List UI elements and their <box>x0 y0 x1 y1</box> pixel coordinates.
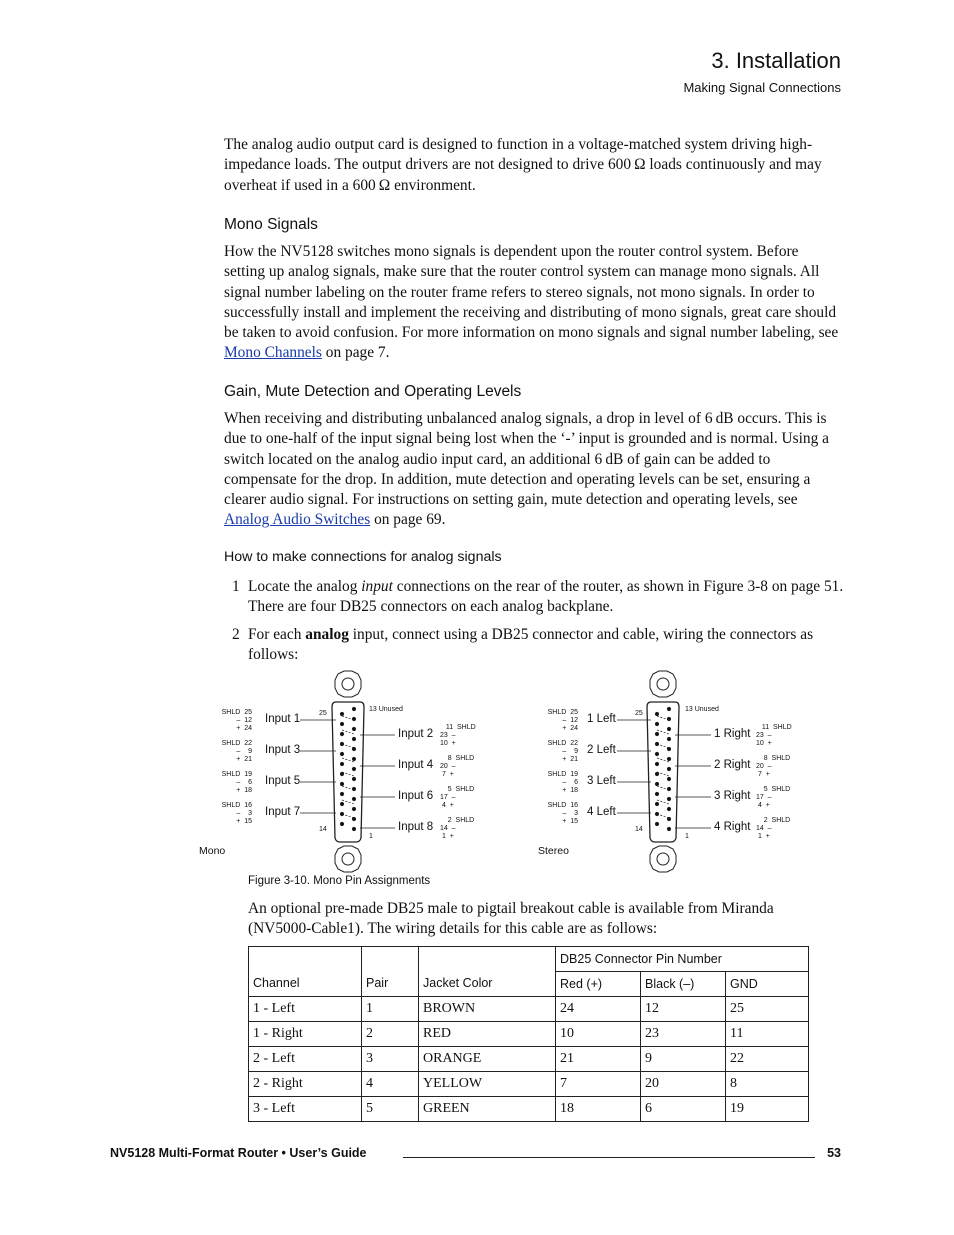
footer-title: NV5128 Multi-Format Router • User’s Guide <box>110 1146 367 1160</box>
mono-right-pin-group-1: 11 SHLD 23 – 10 + <box>440 724 476 747</box>
mono-connector-pin <box>340 742 343 745</box>
table-row <box>249 1097 809 1122</box>
stereo-right-pin-group-3: 5 SHLD 17 – 4 + <box>756 786 791 809</box>
table-row <box>249 1047 809 1072</box>
stereo-3-right-label: 3 Right <box>714 790 751 802</box>
cell-jacket: BROWN <box>419 997 556 1022</box>
table-header-row-group <box>249 947 809 972</box>
mono-right-pin-group-2: 8 SHLD 20 – 7 + <box>440 755 475 778</box>
stereo-label: Stereo <box>538 845 569 857</box>
mono-left-pin-group-1: SHLD 25 – 12 + 24 <box>221 709 252 732</box>
stereo-connector-pair-tie <box>657 744 669 748</box>
stereo-connector-pin <box>655 822 658 825</box>
table-row <box>249 997 809 1022</box>
cell-jacket: GREEN <box>419 1097 556 1122</box>
mono-input-3-label: Input 3 <box>265 744 301 756</box>
stereo-1-left-label: 1 Left <box>587 713 616 725</box>
mono-connector-pair-tie <box>342 716 354 720</box>
stereo-connector-pin <box>667 797 670 800</box>
step-1-emphasis: input <box>361 578 393 595</box>
step-1-text-b: connections on the rear of the router, as shown in Figure 3-8 on page 51. There are four DB25 connectors on each analog backplane. <box>248 578 844 616</box>
mono-connector-screw-bottom <box>335 846 361 872</box>
mono-connector-pin <box>352 767 355 770</box>
cell-channel: 3 - Left <box>249 1097 362 1122</box>
section-title: Making Signal Connections <box>683 80 841 95</box>
header-red: Red (+) <box>556 972 641 997</box>
stereo-pin-1-label: 1 <box>685 833 689 840</box>
cell-gnd: 19 <box>726 1097 809 1122</box>
intro-paragraph: The analog audio output card is designed to function in a voltage-matched system driving high-impedance loads. The output drivers are not designed to drive 600 Ω loads continuously and may overheat if used in a 600 Ω environment. <box>224 136 822 194</box>
table-row <box>249 1022 809 1047</box>
mono-pin-25-label: 25 <box>319 710 327 717</box>
mono-connector-pin <box>340 802 343 805</box>
stereo-connector-screw-hole <box>657 678 669 690</box>
mono-connector-pin <box>352 777 355 780</box>
cell-gnd: 8 <box>726 1072 809 1097</box>
stereo-left-pin-group-4: SHLD 16 – 3 + 15 <box>547 802 578 825</box>
stereo-connector-pin <box>667 757 670 760</box>
stereo-4-right-label: 4 Right <box>714 821 751 833</box>
mono-input-4-label: Input 4 <box>398 759 434 771</box>
stereo-connector-pair-tie <box>657 758 669 762</box>
step-1-text-a: Locate the analog <box>248 578 358 595</box>
mono-pin-14-label: 14 <box>319 826 327 833</box>
stereo-connector-pin <box>655 792 658 795</box>
stereo-connector-pin <box>655 772 658 775</box>
stereo-connector-pin <box>667 807 670 810</box>
mono-connector-pin <box>352 747 355 750</box>
cell-black: 12 <box>641 997 726 1022</box>
stereo-connector-pin <box>655 802 658 805</box>
header-pair: Pair <box>362 947 419 997</box>
stereo-right-pin-group-2: 8 SHLD 20 – 7 + <box>756 755 791 778</box>
mono-connector-pair-tie <box>342 744 354 748</box>
mono-connector-pin <box>340 732 343 735</box>
stereo-connector-pin <box>667 787 670 790</box>
mono-connector-pin <box>352 797 355 800</box>
mono-pin-1-label: 1 <box>369 833 373 840</box>
mono-connector-screw-top <box>335 671 361 697</box>
stereo-connector-pin <box>655 722 658 725</box>
stereo-1-right-label: 1 Right <box>714 728 751 740</box>
stereo-connector-pin <box>667 737 670 740</box>
stereo-connector-screw-top <box>650 671 676 697</box>
cell-channel: 2 - Right <box>249 1072 362 1097</box>
gain-text: When receiving and distributing unbalanced analog signals, a drop in level of 6 dB occurs. This is due to one-half of the input signal being lost when the ‘-’ input is grounded and is normal. Using a switch located on the analog audio input card, an additional 6 dB of gain can be added to compensate for the drop. In addition, mute detection and operating levels can be set, ensuring a clearer audio signal. For instructions on setting gain, mute detection and operating levels, see <box>224 410 829 509</box>
mono-paragraph <box>224 242 842 364</box>
stereo-connector-screw-hole <box>657 853 669 865</box>
mono-connector-pin <box>352 717 355 720</box>
mono-connector-pin <box>340 792 343 795</box>
step-2 <box>232 625 844 666</box>
mono-channels-link[interactable]: Mono Channels <box>224 344 322 362</box>
mono-connector-screw-hole <box>342 678 354 690</box>
stereo-right-pin-group-1: 11 SHLD 23 – 10 + <box>756 724 792 747</box>
mono-input-2-label: Input 2 <box>398 728 434 740</box>
cell-channel: 1 - Left <box>249 997 362 1022</box>
stereo-connector-shell <box>647 702 679 842</box>
cell-gnd: 22 <box>726 1047 809 1072</box>
stereo-connector-pin <box>655 762 658 765</box>
stereo-connector-pair-tie <box>657 800 669 804</box>
cell-black: 6 <box>641 1097 726 1122</box>
stereo-2-left-label: 2 Left <box>587 744 616 756</box>
cell-gnd: 11 <box>726 1022 809 1047</box>
mono-connector-pin <box>340 812 343 815</box>
mono-connector-pin <box>340 752 343 755</box>
cell-red: 10 <box>556 1022 641 1047</box>
header-jacket-color: Jacket Color <box>419 947 556 997</box>
step-2-text-b: input, connect using a DB25 connector and cable, wiring the connectors as follows: <box>248 626 814 664</box>
cell-black: 23 <box>641 1022 726 1047</box>
cell-black: 9 <box>641 1047 726 1072</box>
stereo-connector-pin <box>655 712 658 715</box>
gain-heading: Gain, Mute Detection and Operating Levels <box>224 383 522 400</box>
mono-connector-pin <box>352 757 355 760</box>
mono-connector-pin <box>340 712 343 715</box>
mono-connector-pair-tie <box>342 800 354 804</box>
stereo-left-pin-group-1: SHLD 25 – 12 + 24 <box>547 709 578 732</box>
cell-pair: 2 <box>362 1022 419 1047</box>
figure-caption: Figure 3-10. Mono Pin Assignments <box>248 875 431 887</box>
mono-connector-pin <box>352 737 355 740</box>
mono-connector-pin <box>352 787 355 790</box>
cell-red: 7 <box>556 1072 641 1097</box>
header-black: Black (–) <box>641 972 726 997</box>
mono-connector-pin <box>340 822 343 825</box>
page-number: 53 <box>827 1146 841 1160</box>
cell-channel: 2 - Left <box>249 1047 362 1072</box>
mono-connector-pin <box>340 762 343 765</box>
stereo-connector-pin <box>667 747 670 750</box>
stereo-2-right-label: 2 Right <box>714 759 751 771</box>
stereo-connector-pin <box>655 752 658 755</box>
stereo-connector-pin <box>655 742 658 745</box>
mono-left-pin-group-2: SHLD 22 – 9 + 21 <box>221 740 252 763</box>
cell-jacket: RED <box>419 1022 556 1047</box>
mono-connector-pin <box>340 772 343 775</box>
stereo-connector-pin <box>667 817 670 820</box>
stereo-connector-pin <box>667 717 670 720</box>
mono-right-pin-group-3: 5 SHLD 17 – 4 + <box>440 786 475 809</box>
mono-input-6-label: Input 6 <box>398 790 434 802</box>
mono-connector-pair-tie <box>342 730 354 734</box>
mono-connector-pin <box>352 817 355 820</box>
cell-red: 24 <box>556 997 641 1022</box>
stereo-connector-pair-tie <box>657 716 669 720</box>
stereo-connector-pin <box>667 707 670 710</box>
stereo-left-pin-group-2: SHLD 22 – 9 + 21 <box>547 740 578 763</box>
mono-input-5-label: Input 5 <box>265 775 301 787</box>
mono-connector-pin <box>352 807 355 810</box>
stereo-connector-pin <box>667 827 670 830</box>
stereo-right-pin-group-4: 2 SHLD 14 – 1 + <box>756 817 791 840</box>
header-gnd: GND <box>726 972 809 997</box>
stereo-4-left-label: 4 Left <box>587 806 616 818</box>
mono-text: How the NV5128 switches mono signals is dependent upon the router control system. Before setting up analog signals, make sure that the router control system can manage mono signals. All signal number labeling on the router frame refers to stereo signals, not mono signals. In order to successfully install and implement the receiving and distributing of mono signals, great care should be taken to avoid confusion. For more information on mono signals and signal number labeling, see <box>224 243 839 342</box>
mono-heading: Mono Signals <box>224 216 318 233</box>
mono-connector-pair-tie <box>342 772 354 776</box>
stereo-connector-pin <box>655 782 658 785</box>
mono-connector-pair-tie <box>342 814 354 818</box>
mono-connector-pin <box>352 827 355 830</box>
cell-pair: 1 <box>362 997 419 1022</box>
stereo-connector-screw-bottom <box>650 846 676 872</box>
mono-connector-pair-tie <box>342 786 354 790</box>
cell-jacket: YELLOW <box>419 1072 556 1097</box>
step-1 <box>232 577 844 618</box>
stereo-unused-label: 13 Unused <box>685 706 719 713</box>
header-pin-group: DB25 Connector Pin Number <box>556 947 809 972</box>
table-row <box>249 1072 809 1097</box>
stereo-connector-pin <box>667 777 670 780</box>
mono-left-pin-group-4: SHLD 16 – 3 + 15 <box>221 802 252 825</box>
stereo-left-pin-group-3: SHLD 19 – 6 + 18 <box>547 771 578 794</box>
step-2-number: 2 <box>232 626 240 643</box>
stereo-pin-14-label: 14 <box>635 826 643 833</box>
cell-red: 21 <box>556 1047 641 1072</box>
cell-gnd: 25 <box>726 997 809 1022</box>
stereo-connector-pair-tie <box>657 814 669 818</box>
mono-connector-pin <box>340 722 343 725</box>
mono-left-pin-group-3: SHLD 19 – 6 + 18 <box>221 771 252 794</box>
chapter-title: 3. Installation <box>711 48 841 73</box>
cable-paragraph: An optional pre-made DB25 male to pigtail breakout cable is available from Miranda (NV5000-Cable1). The wiring details for this cable are as follows: <box>248 900 774 938</box>
footer-rule <box>403 1157 815 1158</box>
mono-connector-screw-hole <box>342 853 354 865</box>
stereo-connector-pin <box>655 812 658 815</box>
cell-pair: 5 <box>362 1097 419 1122</box>
mono-input-1-label: Input 1 <box>265 713 301 725</box>
step-2-bold: analog <box>305 626 349 643</box>
mono-connector-pin <box>352 727 355 730</box>
wiring-table <box>248 946 809 1122</box>
stereo-connector-pair-tie <box>657 772 669 776</box>
stereo-connector-pin <box>667 767 670 770</box>
stereo-connector-pin <box>667 727 670 730</box>
cell-jacket: ORANGE <box>419 1047 556 1072</box>
cell-red: 18 <box>556 1097 641 1122</box>
mono-right-pin-group-4: 2 SHLD 14 – 1 + <box>440 817 475 840</box>
cell-pair: 3 <box>362 1047 419 1072</box>
mono-connector-pin <box>352 707 355 710</box>
stereo-connector-pin <box>655 732 658 735</box>
mono-input-7-label: Input 7 <box>265 806 301 818</box>
cell-pair: 4 <box>362 1072 419 1097</box>
stereo-connector-pair-tie <box>657 730 669 734</box>
analog-audio-switches-link[interactable]: Analog Audio Switches <box>224 511 371 529</box>
cell-black: 20 <box>641 1072 726 1097</box>
step-1-number: 1 <box>232 578 240 595</box>
gain-paragraph <box>224 409 842 531</box>
mono-input-8-label: Input 8 <box>398 821 434 833</box>
stereo-connector-pair-tie <box>657 786 669 790</box>
howto-heading: How to make connections for analog signals <box>224 549 502 565</box>
header-channel: Channel <box>249 947 362 997</box>
step-2-text-a: For each <box>248 626 302 643</box>
mono-connector-shell <box>332 702 364 842</box>
stereo-pin-25-label: 25 <box>635 710 643 717</box>
mono-label: Mono <box>199 845 226 857</box>
gain-after: on page 69. <box>374 511 446 529</box>
stereo-3-left-label: 3 Left <box>587 775 616 787</box>
mono-after: on page 7. <box>325 344 390 362</box>
mono-connector-pair-tie <box>342 758 354 762</box>
mono-connector-pin <box>340 782 343 785</box>
cell-channel: 1 - Right <box>249 1022 362 1047</box>
mono-unused-label: 13 Unused <box>369 706 403 713</box>
